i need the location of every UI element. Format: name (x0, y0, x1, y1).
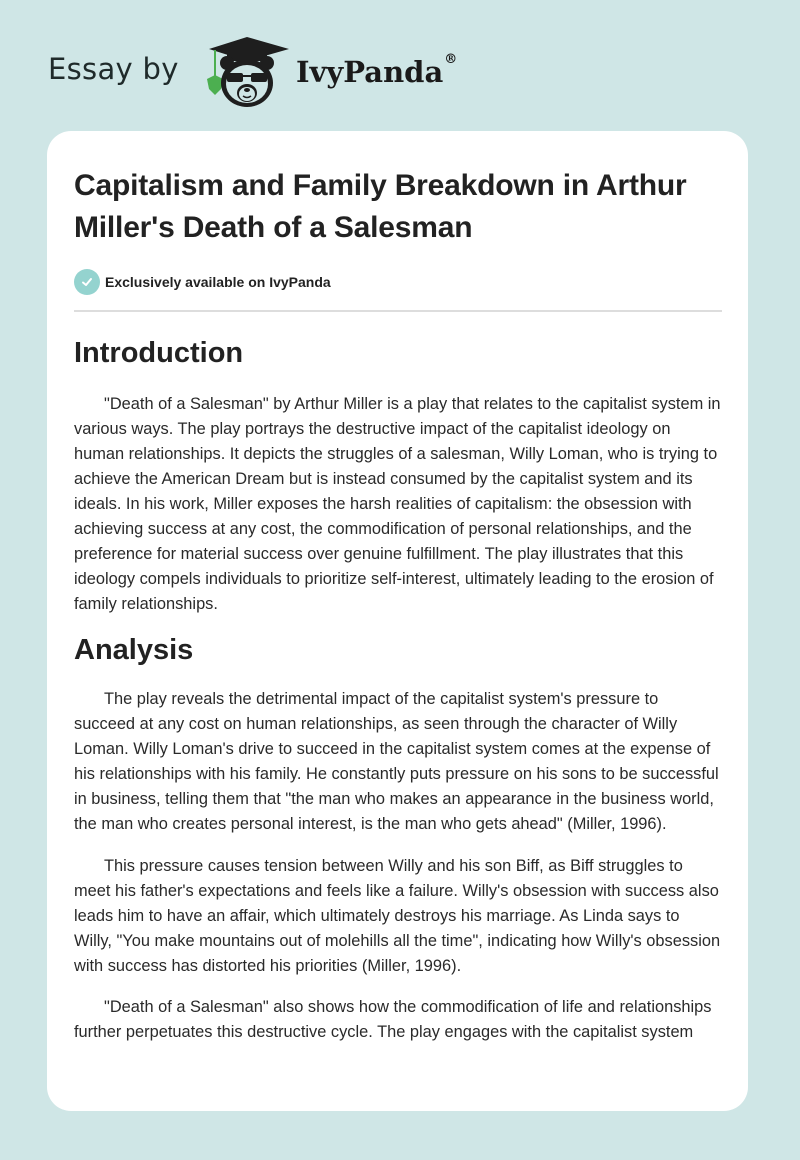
brand-logo[interactable] (296, 52, 458, 89)
paragraph: "Death of a Salesman" by Arthur Miller is a play that relates to the capitalist system in various ways. The play portrays the destructive impact of the capitalist ideology on human relationships. It depicts the struggles of a salesman, Willy Loman, who is trying to achieve the American Dream but is instead consumed by the capitalist system and its ideals. In his work, Miller exposes the harsh realities of capitalism: the obsession with achieving success at any cost, the commodification of personal relationships, and the preference for material success over genuine fulfillment. The play illustrates that this ideology compels individuals to prioritize self-interest, ultimately leading to the erosion of family relationships. (74, 395, 721, 613)
registered-mark: ® (444, 52, 458, 67)
exclusive-label: Exclusively available on IvyPanda (105, 274, 331, 290)
paragraph: "Death of a Salesman" also shows how the commodification of life and relationships further perpetuates this destructive cycle. The play engages with the capitalist system (74, 998, 712, 1041)
brand-name: IvyPanda (296, 55, 444, 89)
site-header (0, 0, 800, 130)
paragraph: This pressure causes tension between Willy and his son Biff, as Biff struggles to meet his father's expectations and feels like a failure. Willy's obsession with success also leads him to have an affair, which ultimately destroys his marriage. As Linda says to Willy, "You make mountains out of molehills all the time", indicating how Willy's obsession with success has distorted his priorities (Miller, 1996). (74, 857, 721, 975)
essay-card (47, 131, 748, 1111)
panda-graduate-icon[interactable] (201, 35, 293, 109)
divider (74, 310, 722, 312)
paragraph: The play reveals the detrimental impact of the capitalist system's pressure to succeed at any cost on human relationships, as seen through the character of Willy Loman. Willy Loman's drive to succeed in the capitalist system comes at the expense of his relationships with his family. He constantly puts pressure on his sons to be successful in business, telling them that "the man who makes an appearance in the business world, the man who creates personal interest, is the man who gets ahead" (Miller, 1996). (74, 690, 719, 833)
exclusive-badge (74, 269, 722, 295)
check-icon (74, 269, 100, 295)
section-heading-introduction: Introduction (74, 337, 244, 369)
page-title: Capitalism and Family Breakdown in Arthur Miller's Death of a Salesman (74, 169, 687, 244)
essay-by-label: Essay by (48, 52, 179, 86)
section-heading-analysis: Analysis (74, 634, 194, 666)
